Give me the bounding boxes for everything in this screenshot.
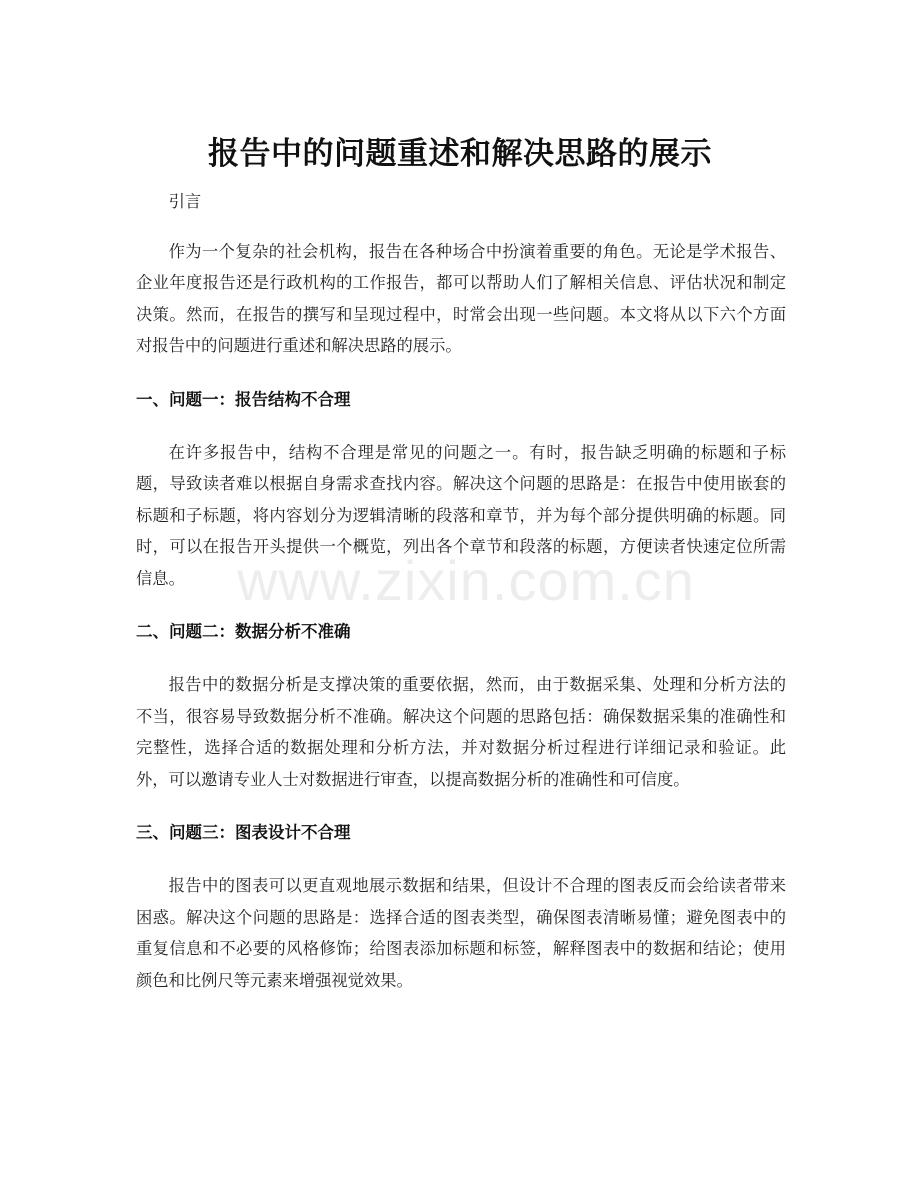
document-title: 报告中的问题重述和解决思路的展示	[208, 135, 712, 172]
intro-paragraph: 作为一个复杂的社会机构，报告在各种场合中扮演着重要的角色。无论是学术报告、企业年度报告还是行政机构的工作报告，都可以帮助人们了解相关信息、评估状况和制定决策。然而，在报告的撰写和呈现过程中，时常会出现一些问题。本文将从以下六个方面对报告中的问题进行重述和解决思路的展示。	[136, 241, 786, 355]
section-paragraph-1: 在许多报告中，结构不合理是常见的问题之一。有时，报告缺乏明确的标题和子标题，导致读者难以根据自身需求查找内容。解决这个问题的思路是：在报告中使用嵌套的标题和子标题，将内容划分为逻辑清晰的段落和章节，并为每个部分提供明确的标题。同时，可以在报告开头提供一个概览，列出各个章节和段落的标题，方便读者快速定位所需信息。	[136, 442, 786, 588]
section-paragraph-2: 报告中的数据分析是支撑决策的重要依据，然而，由于数据采集、处理和分析方法的不当，很容易导致数据分析不准确。解决这个问题的思路包括：确保数据采集的准确性和完整性，选择合适的数据处理和分析方法，并对数据分析过程进行详细记录和验证。此外，可以邀请专业人士对数据进行审查，以提高数据分析的准确性和可信度。	[136, 675, 786, 789]
intro-label: 引言	[168, 192, 202, 211]
section-heading-3: 三、问题三：图表设计不合理	[136, 823, 351, 842]
document-body	[136, 186, 786, 1018]
section-heading-2: 二、问题二：数据分析不准确	[136, 622, 351, 641]
watermark: www.zixin.com.cn	[237, 549, 695, 612]
section-paragraph-3: 报告中的图表可以更直观地展示数据和结果，但设计不合理的图表反而会给读者带来困惑。解决这个问题的思路是：选择合适的图表类型，确保图表清晰易懂；避免图表中的重复信息和不必要的风格修饰；给图表添加标题和标签，解释图表中的数据和结论；使用颜色和比例尺等元素来增强视觉效果。	[136, 876, 786, 990]
section-heading-1: 一、问题一：报告结构不合理	[136, 389, 351, 409]
